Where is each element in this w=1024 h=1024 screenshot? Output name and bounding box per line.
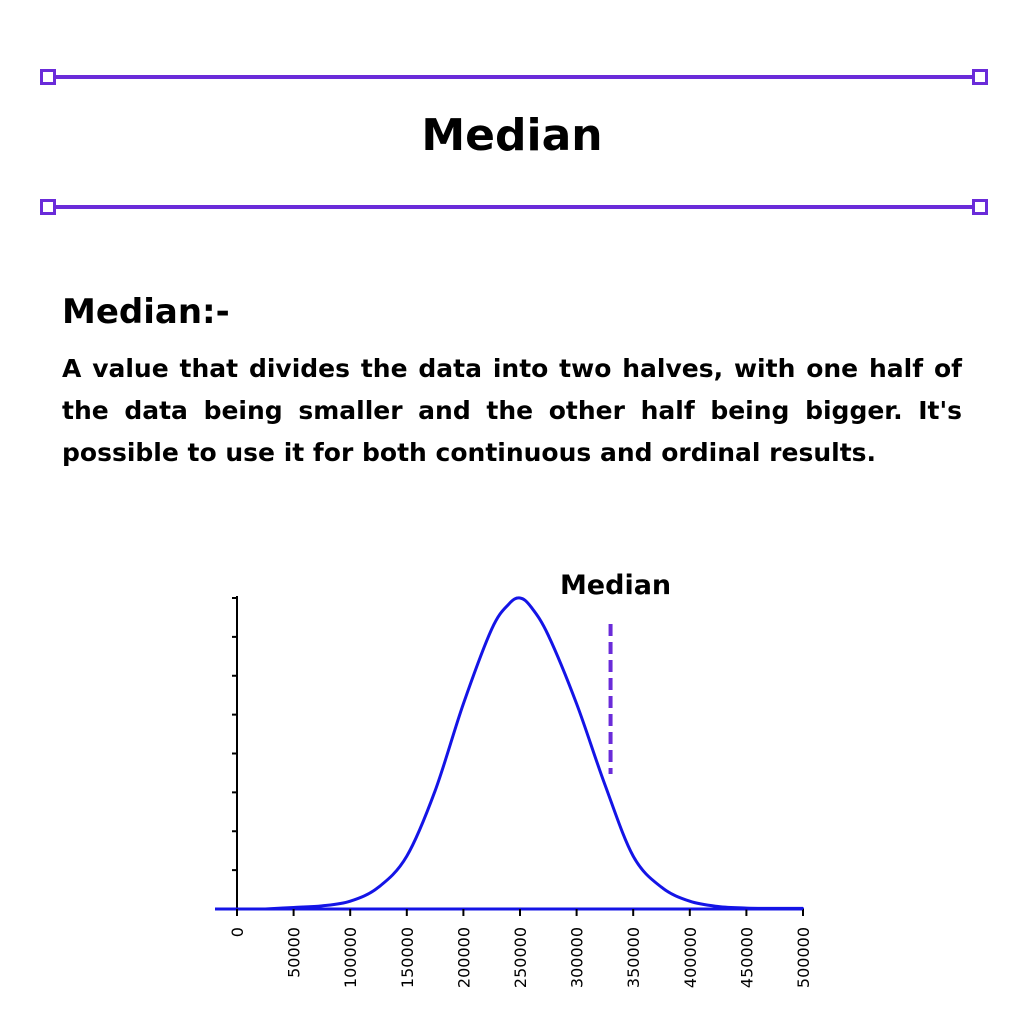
top-divider-line <box>48 75 980 79</box>
section-heading: Median:- <box>62 292 230 332</box>
x-tick-label: 250000 <box>511 927 530 989</box>
normal-distribution-chart <box>200 560 840 1000</box>
y-axis <box>232 596 237 909</box>
x-tick-label: 400000 <box>680 927 700 989</box>
median-definition: A value that divides the data into two halves, with one half of the data being smaller and the other half being bigger. It's possible to use it for both continuous and ordinal results. <box>62 354 962 467</box>
x-tick-label: 450000 <box>737 927 757 989</box>
bottom-right-node <box>972 199 988 215</box>
x-tick-label: 100000 <box>341 927 361 989</box>
distribution-curve <box>265 598 803 909</box>
bottom-divider-line <box>48 205 980 209</box>
x-axis <box>215 909 813 988</box>
x-tick-label: 0 <box>228 927 247 938</box>
x-tick-label: 200000 <box>454 927 474 989</box>
page-title: Median <box>421 110 603 161</box>
median-annotation: Median <box>559 570 672 601</box>
top-right-node <box>972 69 988 85</box>
x-tick-label: 350000 <box>624 927 644 989</box>
x-tick-label: 50000 <box>284 927 304 978</box>
x-tick-label: 150000 <box>397 927 417 989</box>
bottom-left-node <box>40 199 56 215</box>
x-tick-label: 300000 <box>567 927 587 989</box>
top-left-node <box>40 69 56 85</box>
x-tick-label: 500000 <box>794 927 813 989</box>
